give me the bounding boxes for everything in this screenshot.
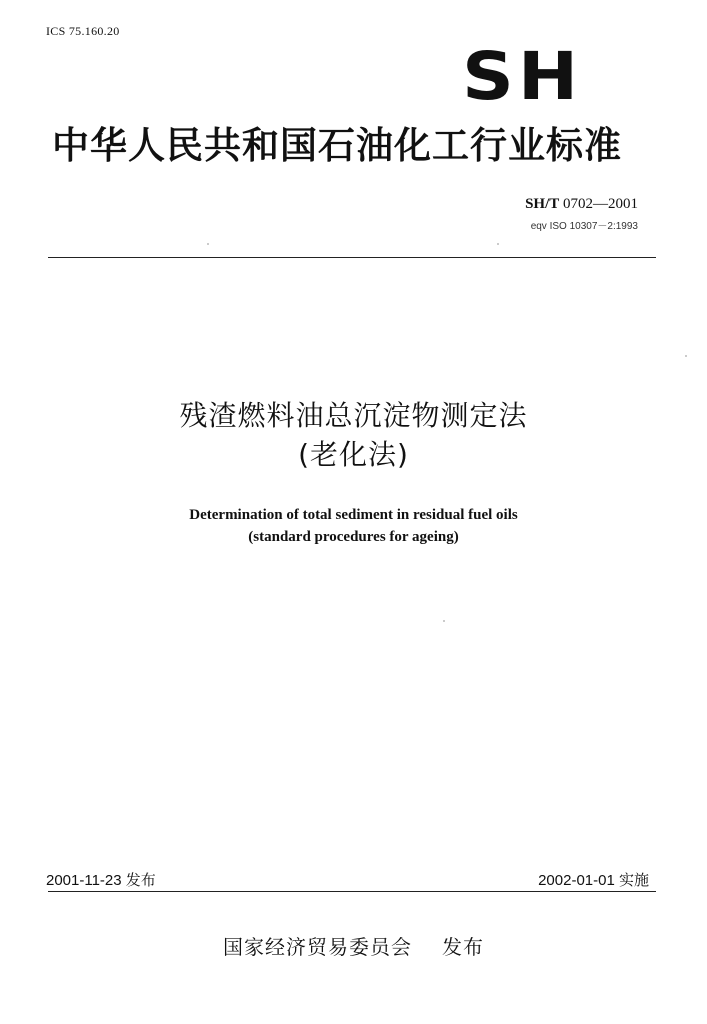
issuing-authority [0,931,707,960]
scan-speck [497,243,499,245]
industry-standard-title: 中华人民共和国石油化工行业标准 [52,124,622,167]
standard-prefix: SH/T [525,196,560,212]
scan-speck [443,620,445,622]
document-subtitle-en: (standard procedures for ageing) [248,529,459,545]
standard-code: 0702—2001 [559,196,638,212]
document-subtitle-cn: (老化法) [298,438,409,471]
scan-speck [685,355,687,357]
standard-number [525,196,638,213]
header-divider [48,257,656,258]
ics-code: ICS 75.160.20 [46,24,120,38]
iso-equivalence: eqv ISO 10307－2:1993 [530,221,638,232]
document-title-cn: 残渣燃料油总沉淀物测定法 [179,399,528,432]
issuer-name: 国家经济贸易委员会 [223,935,412,959]
issuer-action: 发布 [442,935,484,959]
footer-divider [48,891,656,892]
issue-date: 2001-11-23 发布 [46,872,156,889]
implementation-date: 2002-01-01 实施 [538,872,649,889]
document-title-en: Determination of total sediment in residual fuel oils [189,507,518,523]
sh-logo: SH [462,37,583,115]
scan-speck [207,243,209,245]
